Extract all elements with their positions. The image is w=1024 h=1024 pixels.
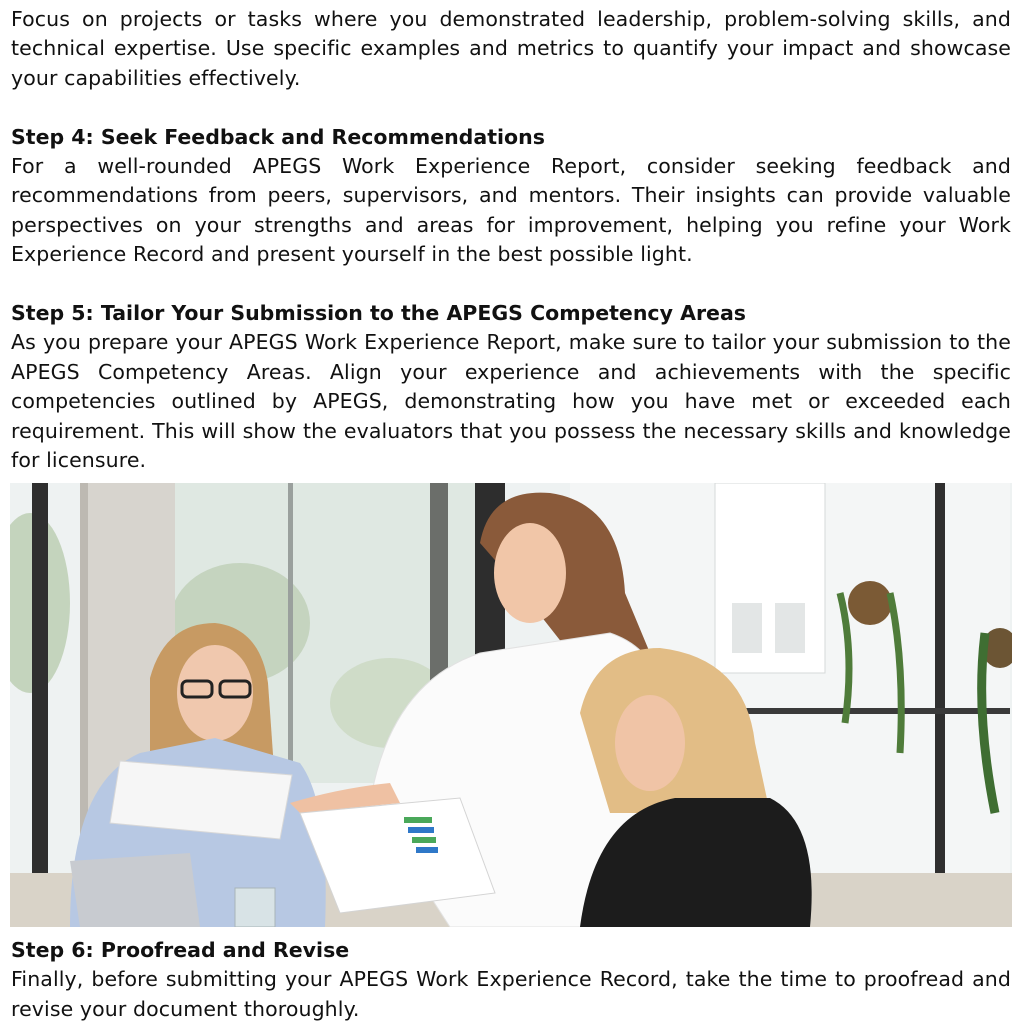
step6-heading: Step 6: Proofread and Revise — [11, 938, 350, 962]
step4-heading: Step 4: Seek Feedback and Recommendations — [11, 124, 545, 149]
step5-heading: Step 5: Tailor Your Submission to the APEGS Competency Areas — [11, 301, 746, 326]
step4-body: For a well-rounded APEGS Work Experience Report, consider seeking feedback and recommendations from peers, supervisors, and mentors. Their insights can provide valuable perspectives on your strengths and areas for improvement, helping you refine your Work Experience Record and present yourself in the best possible light. — [11, 154, 1011, 267]
upper-text-block — [11, 5, 1011, 475]
step6-body: Finally, before submitting your APEGS Work Experience Record, take the time to proofread and revise your document thoroughly. — [11, 967, 1011, 1021]
intro-paragraph: Focus on projects or tasks where you demonstrated leadership, problem-solving skills, and technical expertise. Use specific examples and metrics to quantify your impact and showcase your capabilities effectively. — [11, 7, 1011, 90]
lower-text-block — [11, 936, 1011, 1024]
step5-body: As you prepare your APEGS Work Experience Report, make sure to tailor your submission to the APEGS Competency Areas. Align your experience and achievements with the specific competencies outlined by APEGS, demonstrating how you have met or exceeded each requirement. This will show the evaluators that you possess the necessary skills and knowledge for licensure. — [11, 330, 1011, 473]
office-meeting-photo — [10, 483, 1012, 927]
